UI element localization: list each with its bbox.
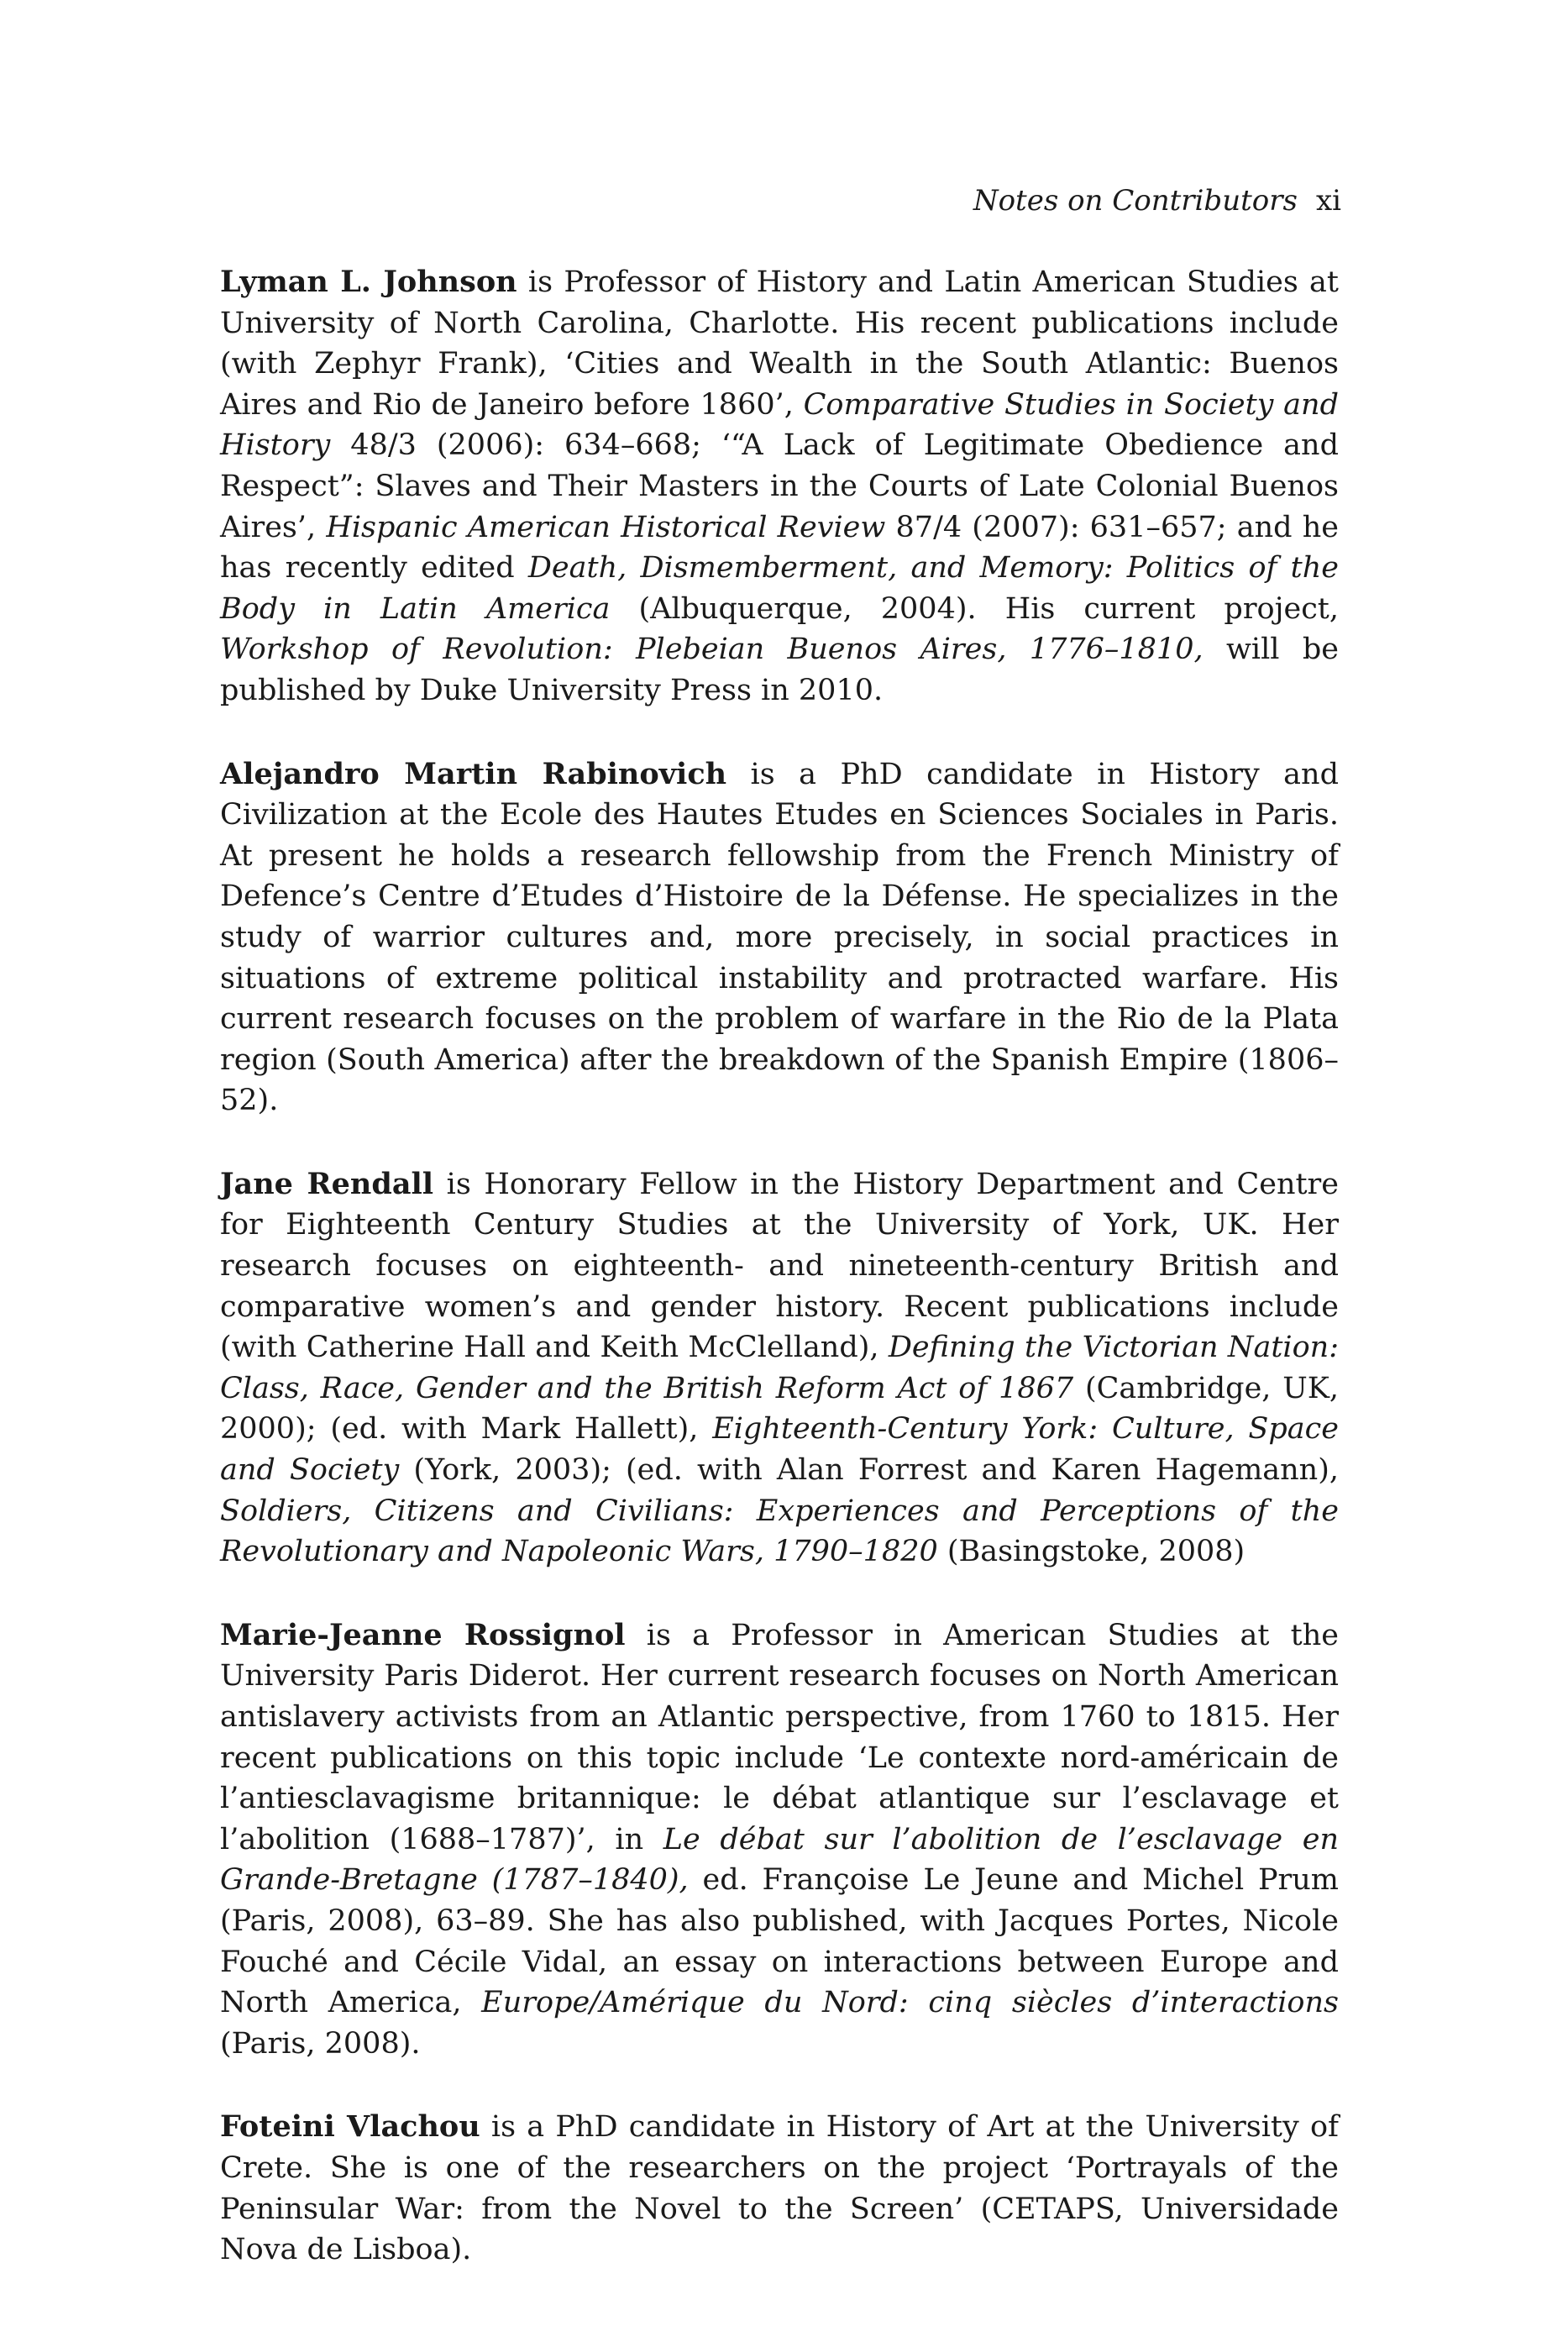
work-title: Defining the Victorian Nation: Class, Race, Gender and the British Reform Act of 1867	[220, 1331, 1339, 1405]
work-title: Europe/Amérique du Nord: cinq siècles d’interactions	[481, 1986, 1340, 2020]
contributor-entry	[220, 262, 1339, 712]
bio-text: (Cambridge, UK, 2000); (ed. with Mark Hallett),	[220, 1371, 1339, 1447]
bio-text: will be published by Duke University Press in 2010.	[220, 633, 1339, 707]
bio-text: is a Professor in American Studies at the University Paris Diderot. Her current research focuses on North American antislavery activists from an Atlantic perspective, from 1760 to 1815. Her recent publications on this topic include ‘Le contexte nord-américain de l’antiesclavagisme britannique: le débat atlantique sur l’esclavage et l’abolition (1688–1787)’, in	[220, 1618, 1339, 1856]
work-title: Eighteenth-Century York: Culture, Space and Society	[220, 1412, 1339, 1488]
bio-text: (York, 2003); (ed. with Alan Forrest and Karen Hagemann),	[399, 1453, 1339, 1488]
bio-text: 48/3 (2006): 634–668; ‘“A Lack of Legitimate Obedience and Respect”: Slaves and Their Masters in the Courts of Late Colonial Buenos Aires’,	[220, 428, 1339, 544]
work-title: Death, Dismemberment, and Memory: Politics of the Body in Latin America	[220, 551, 1340, 626]
bio-text: 87/4 (2007): 631–657; and he has recently edited	[220, 510, 1339, 586]
work-title: Le débat sur l’abolition de l’esclavage en Grande-Bretagne (1787–1840),	[220, 1822, 1339, 1898]
contributor-entry	[220, 2107, 1339, 2270]
bio-text: (Basingstoke, 2008)	[937, 1535, 1245, 1569]
bio-text: (Paris, 2008).	[220, 2026, 421, 2061]
work-title: Soldiers, Citizens and Civilians: Experiences and Perceptions of the Revolutionary and Napoleonic Wars, 1790–1820	[220, 1494, 1339, 1569]
bio-text: (Albuquerque, 2004). His current project,	[610, 591, 1339, 626]
contributor-entry	[220, 1615, 1339, 2065]
contributors-list	[220, 262, 1339, 2271]
contributor-entry	[220, 754, 1339, 1121]
bio-text: is Professor of History and Latin American Studies at University of North Carolina, Charlotte. His recent publications include (with Zephyr Frank), ‘Cities and Wealth in the South Atlantic: Buenos Aires and Rio de Janeiro before 1860’,	[220, 265, 1339, 422]
running-title: Notes on Contributors	[973, 184, 1298, 218]
contributor-name: Marie-Jeanne Rossignol	[220, 1617, 626, 1652]
bio-text: is a PhD candidate in History and Civilization at the Ecole des Hautes Etudes en Sciences Sociales in Paris. At present he holds a research fellowship from the French Ministry of Defence’s Centre d’Etudes d’Histoire de la Défense. He specializes in the study of warrior cultures and, more precisely, in social practices in situations of extreme political instability and protracted warfare. His current research focuses on the problem of warfare in the Rio de la Plata region (South America) after the breakdown of the Spanish Empire (1806–52).	[220, 757, 1339, 1118]
bio-text: is Honorary Fellow in the History Department and Centre for Eighteenth Century Studies at the University of York, UK. Her research focuses on eighteenth- and nineteenth-century British and comparative women’s and gender history. Recent publications include (with Catherine Hall and Keith McClelland),	[220, 1167, 1339, 1365]
bio-text: ed. Françoise Le Jeune and Michel Prum (Paris, 2008), 63–89. She has also published, with Jacques Portes, Nicole Fouché and Cécile Vidal, an essay on interactions between Europe and North America,	[220, 1863, 1339, 2020]
work-title: Workshop of Revolution: Plebeian Buenos Aires, 1776–1810,	[220, 633, 1204, 667]
contributor-name: Jane Rendall	[220, 1166, 434, 1201]
contributor-name: Alejandro Martin Rabinovich	[220, 756, 727, 791]
bio-text: is a PhD candidate in History of Art at the University of Crete. She is one of the researchers on the project ‘Portrayals of the Peninsular War: from the Novel to the Screen’ (CETAPS, Universidade Nova de Lisboa).	[220, 2110, 1339, 2267]
work-title: Comparative Studies in Society and History	[220, 387, 1339, 463]
contributor-entry	[220, 1164, 1339, 1573]
running-head	[973, 184, 1341, 218]
contributor-name: Foteini Vlachou	[220, 2109, 480, 2145]
work-title: Hispanic American Historical Review	[326, 510, 886, 544]
contributor-name: Lyman L. Johnson	[220, 265, 517, 299]
page-number: xi	[1315, 184, 1341, 218]
